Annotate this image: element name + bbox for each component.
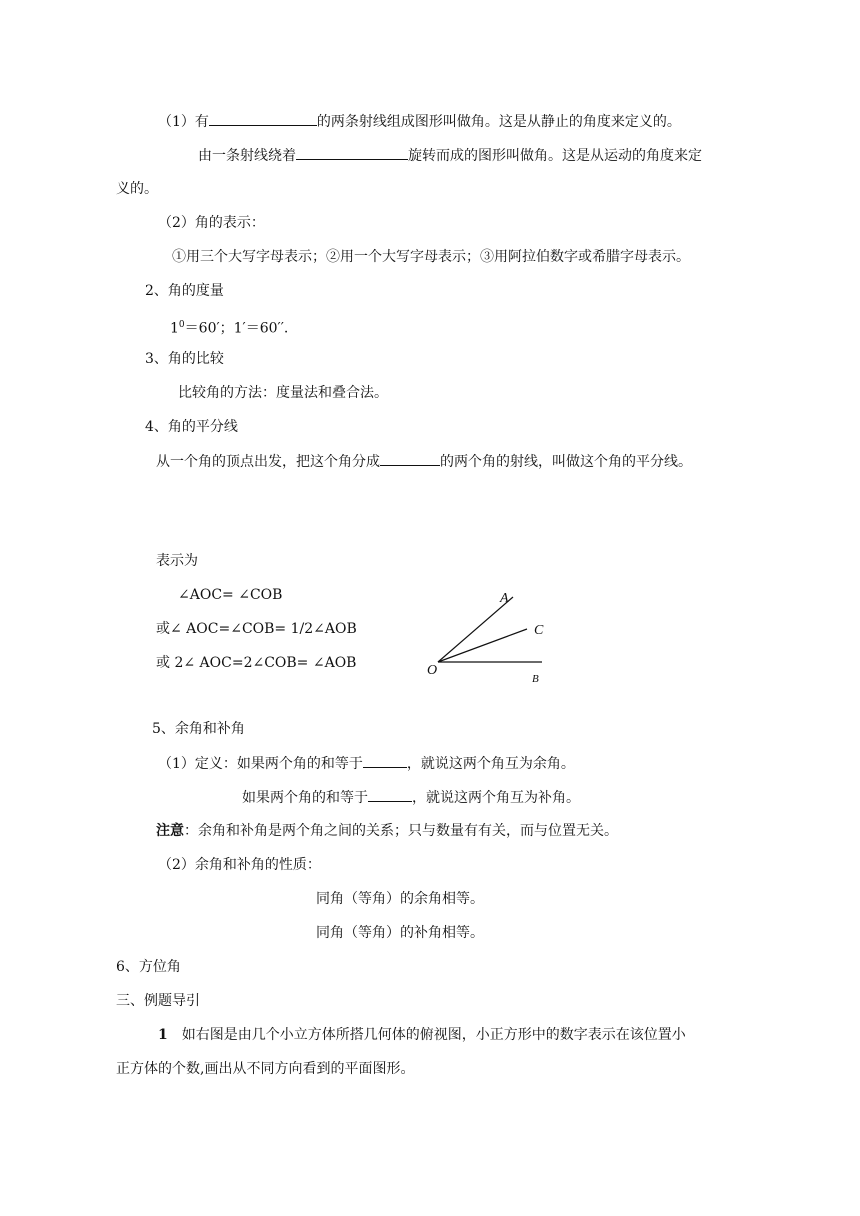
example-number: 1 — [158, 1027, 168, 1043]
expression-label: 表示为 — [156, 553, 198, 569]
degree-superscript: 0 — [178, 320, 185, 330]
bisector-expression-3: 或 2∠ AOC=2∠COB= ∠AOB — [156, 655, 357, 671]
supplementary-def-prefix: 如果两个角的和等于 — [242, 790, 368, 806]
fill-blank-1[interactable] — [209, 111, 317, 126]
example-1-line-2: 正方体的个数,画出从不同方向看到的平面图形。 — [116, 1061, 415, 1077]
supplementary-definition — [242, 787, 580, 808]
property-supplementary: 同角（等角）的补角相等。 — [316, 925, 484, 941]
def-motion-prefix: 由一条射线绕着 — [198, 148, 296, 164]
ray-oc — [438, 629, 527, 662]
property-complementary: 同角（等角）的余角相等。 — [316, 891, 484, 907]
fill-blank-5[interactable] — [368, 787, 412, 802]
bisector-expression-2: 或∠ AOC=∠COB= 1/2∠AOB — [156, 621, 357, 637]
complementary-def-prefix: （1）定义：如果两个角的和等于 — [158, 756, 363, 772]
label-b: B — [532, 673, 539, 685]
fill-blank-4[interactable] — [363, 753, 407, 768]
section-4-heading: 4、角的平分线 — [145, 419, 238, 435]
fill-blank-3[interactable] — [380, 451, 440, 466]
supplementary-def-suffix: ，就说这两个角互为补角。 — [412, 790, 580, 806]
angle-bisector-figure — [420, 585, 570, 685]
comparison-methods: 比较角的方法：度量法和叠合法。 — [178, 385, 388, 401]
section-6-heading: 6、方位角 — [116, 959, 181, 975]
label-c: C — [534, 623, 544, 638]
degree-rest: ＝60′；1′＝60′′. — [184, 320, 289, 337]
complementary-definition — [158, 753, 575, 774]
bisector-def-suffix: 的两个角的射线，叫做这个角的平分线。 — [440, 454, 692, 470]
note-text: ：余角和补角是两个角之间的关系；只与数量有有关，而与位置无关。 — [184, 823, 618, 839]
def-motion-line — [198, 145, 702, 166]
bisector-expression-1: ∠AOC= ∠COB — [178, 587, 283, 603]
angle-notation-heading: （2）角的表示： — [158, 215, 265, 231]
part-3-heading: 三、例题导引 — [116, 993, 200, 1009]
section-5-heading: 5、余角和补角 — [152, 721, 245, 737]
def-static-prefix: （1）有 — [158, 114, 209, 130]
ray-oa — [438, 597, 513, 662]
bisector-definition — [156, 451, 692, 472]
bisector-def-prefix: 从一个角的顶点出发，把这个角分成 — [156, 454, 380, 470]
def-motion-suffix: 旋转而成的图形叫做角。这是从运动的角度来定 — [408, 148, 702, 164]
example-text-1: 如右图是由几个小立方体所搭几何体的俯视图，小正方形中的数字表示在该位置小 — [181, 1027, 686, 1043]
properties-heading: （2）余角和补角的性质： — [158, 857, 321, 873]
note-line — [156, 821, 618, 841]
label-a: A — [500, 591, 509, 606]
degree-base: 1 — [170, 320, 179, 337]
fill-blank-2[interactable] — [296, 145, 408, 160]
note-label: 注意 — [156, 823, 184, 839]
complementary-def-suffix: ，就说这两个角互为余角。 — [406, 756, 575, 772]
angle-notation-methods: ①用三个大写字母表示；②用一个大写字母表示；③用阿拉伯数字或希腊字母表示。 — [172, 249, 690, 265]
degree-conversion — [170, 315, 288, 339]
def-static-line — [158, 111, 681, 132]
def-static-suffix: 的两条射线组成图形叫做角。这是从静止的角度来定义的。 — [316, 114, 681, 130]
section-3-heading: 3、角的比较 — [145, 351, 224, 367]
def-motion-continuation: 义的。 — [116, 181, 158, 197]
section-2-heading: 2、角的度量 — [145, 283, 224, 299]
example-1-line-1 — [158, 1025, 686, 1045]
label-o: O — [427, 663, 438, 678]
